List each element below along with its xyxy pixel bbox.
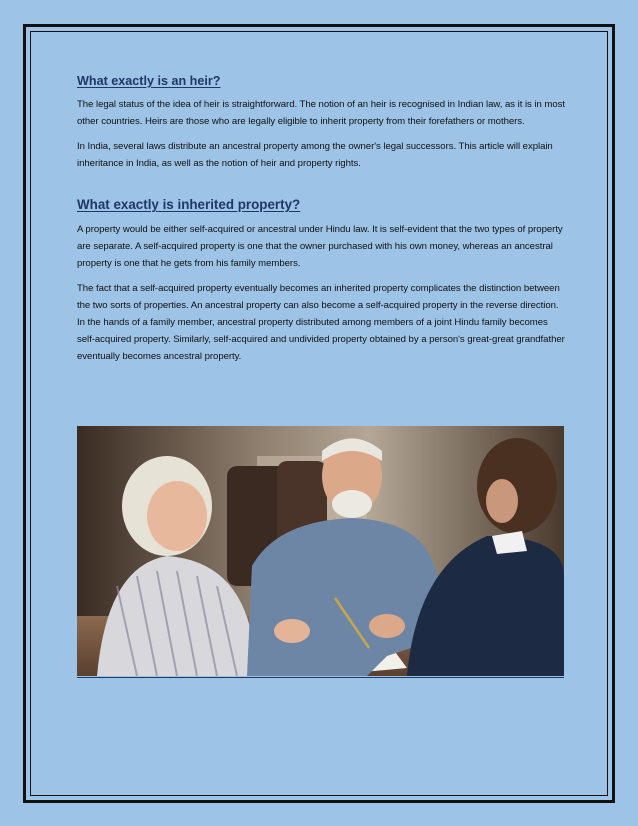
article-body bbox=[77, 74, 565, 373]
paragraph: In India, several laws distribute an ancestral property among the owner's legal successors. This article will explain inheritance in India, as well as the notion of heir and property rights. bbox=[77, 141, 553, 169]
photo-couple-signing-document bbox=[77, 426, 564, 676]
section-heading-inherited-property: What exactly is inherited property? bbox=[77, 197, 301, 212]
image-bottom-rule bbox=[77, 677, 564, 678]
section-heading-heir: What exactly is an heir? bbox=[77, 74, 221, 88]
paragraph: The fact that a self-acquired property eventually becomes an inherited property complicates the distinction between the two sorts of properties. An ancestral property can also become a self-acquired property in the reverse direction. In the hands of a family member, ancestral property distributed among members of a joint Hindu family becomes self-acquired property. Similarly, self-acquired and undivided property obtained by a person's great-great grandfather eventually becomes ancestral property. bbox=[77, 283, 565, 362]
paragraph: A property would be either self-acquired or ancestral under Hindu law. It is self-evident that the two types of property are separate. A self-acquired property is one that the owner purchased with his own money, whereas an ancestral property is one that he gets from his family members. bbox=[77, 224, 563, 269]
paragraph: The legal status of the idea of heir is straightforward. The notion of an heir is recognised in Indian law, as it is in most other countries. Heirs are those who are legally eligible to inherit property from their forefathers or mothers. bbox=[77, 99, 565, 127]
